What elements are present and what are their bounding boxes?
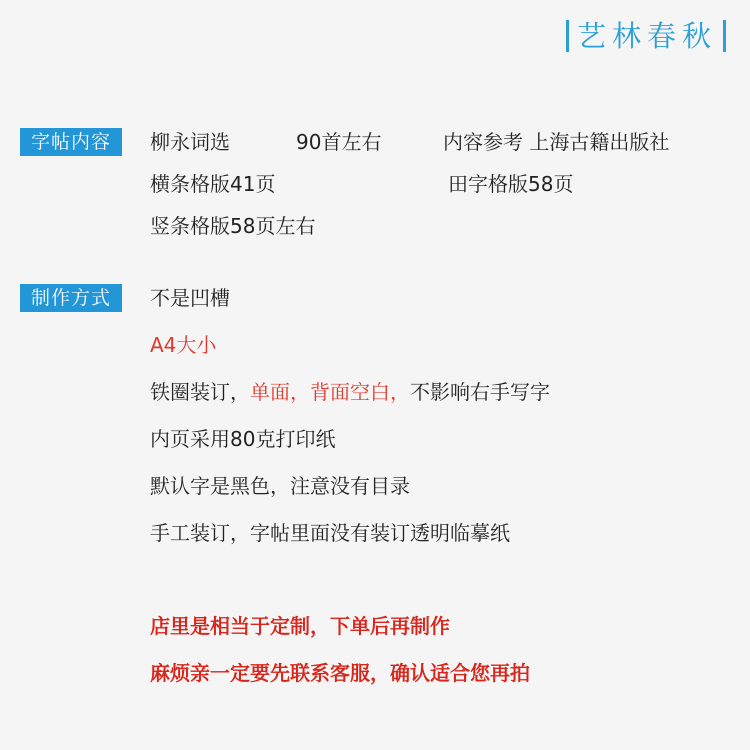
brand-bar-left [566, 20, 569, 52]
binding-suffix: 不影响右手写字 [410, 380, 550, 404]
notice-custom-order: 店里是相当于定制，下单后再制作 [150, 614, 450, 638]
content-title: 柳永词选 [150, 130, 230, 154]
content-tianzige-version: 田字格版58页 [448, 172, 574, 196]
production-size: A4大小 [150, 333, 217, 357]
production-binding [150, 378, 550, 406]
brand-name: 艺林春秋 [576, 19, 717, 53]
production-not-groove: 不是凹槽 [150, 286, 230, 310]
content-section-tag: 字帖内容 [20, 128, 122, 156]
brand-logo [566, 14, 726, 58]
content-vertical-version: 竖条格版58页左右 [150, 214, 316, 238]
content-reference: 内容参考 上海古籍出版社 [443, 130, 670, 154]
content-poem-count: 90首左右 [296, 130, 382, 154]
notice-contact-service: 麻烦亲一定要先联系客服，确认适合您再拍 [150, 661, 530, 685]
production-section-tag: 制作方式 [20, 284, 122, 312]
content-horizontal-version: 横条格版41页 [150, 172, 276, 196]
brand-bar-right [723, 20, 726, 52]
production-manual: 手工装订，字帖里面没有装订透明临摹纸 [150, 521, 510, 545]
production-paper: 内页采用80克打印纸 [150, 427, 336, 451]
production-ink: 默认字是黑色，注意没有目录 [150, 474, 410, 498]
binding-prefix: 铁圈装订， [150, 380, 250, 404]
binding-highlight: 单面，背面空白， [250, 380, 410, 404]
